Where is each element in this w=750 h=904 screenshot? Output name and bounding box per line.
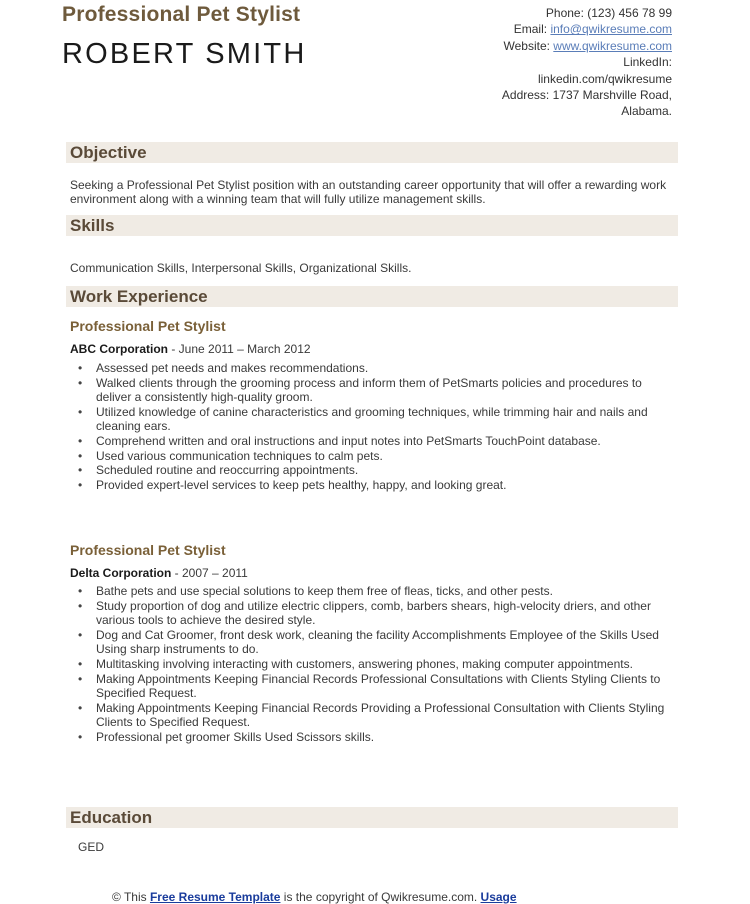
list-item: • Comprehend written and oral instructions and input notes into PetSmarts TouchPoint database.	[78, 434, 678, 449]
contact-website-label: Website:	[503, 38, 554, 53]
contact-linkedin: linkedin.com/qwikresume	[537, 71, 672, 86]
copyright-footer	[112, 890, 712, 904]
education-text: GED	[78, 840, 105, 854]
footer-usage-link[interactable]: Usage	[480, 890, 517, 904]
contact-block	[372, 5, 672, 120]
work-section-header	[66, 286, 678, 307]
contact-website-row	[372, 38, 672, 54]
education-heading: Education	[70, 808, 153, 827]
contact-address: Address: 1737 Marshville Road,	[501, 88, 672, 103]
objective-text: Seeking a Professional Pet Stylist position with an outstanding career opportunity that will offer a rewarding work environment along with a winning team that will fully utilize management skills.	[70, 178, 667, 206]
list-item: • Used various communication techniques to calm pets.	[78, 449, 678, 464]
job-1-dates: - June 2011 – March 2012	[168, 342, 311, 356]
list-item: • Provided expert-level services to keep pets healthy, happy, and looking great.	[78, 478, 678, 493]
contact-address-state: Alabama.	[621, 104, 672, 119]
objective-heading: Objective	[70, 143, 147, 162]
list-item: • Study proportion of dog and utilize electric clippers, comb, barbers shears, high-velocity driers, and other various tools to achieve the desired style.	[78, 599, 678, 628]
job-2-bullet-list	[78, 584, 678, 745]
objective-section-header	[66, 142, 678, 163]
skills-text: Communication Skills, Interpersonal Skills, Organizational Skills.	[70, 261, 412, 275]
list-item: • Multitasking involving interacting with customers, answering phones, making computer appointments.	[78, 657, 678, 672]
list-item: • Making Appointments Keeping Financial Records Professional Consultations with Clients Styling Clients to Specified Request.	[78, 672, 678, 701]
contact-phone: Phone: (123) 456 78 99	[545, 6, 672, 20]
list-item: • Making Appointments Keeping Financial Records Providing a Professional Consultation with Clients Styling Clients to Specified Request.	[78, 701, 678, 730]
education-section-header	[66, 807, 678, 828]
job-title: Professional Pet Stylist	[62, 3, 301, 26]
list-item: • Assessed pet needs and makes recommendations.	[78, 361, 678, 376]
job-1-company-line	[70, 342, 311, 356]
contact-email-row	[372, 21, 672, 37]
contact-email-link[interactable]: info@qwikresume.com	[550, 22, 672, 37]
contact-linkedin-label: LinkedIn:	[623, 55, 672, 70]
skills-section-header	[66, 215, 678, 236]
job-2-company-line	[70, 566, 248, 580]
job-2-dates: - 2007 – 2011	[171, 566, 248, 580]
candidate-name: ROBERT SMITH	[62, 38, 307, 70]
job-1-role: Professional Pet Stylist	[70, 318, 226, 334]
list-item: • Walked clients through the grooming process and inform them of PetSmarts policies and procedures to deliver a consistently high-quality groom.	[78, 376, 678, 405]
list-item: • Dog and Cat Groomer, front desk work, cleaning the facility Accomplishments Employee of the Skills Used Using sharp instruments to do.	[78, 628, 678, 657]
job-1-bullet-list	[78, 361, 678, 492]
skills-heading: Skills	[70, 216, 115, 235]
job-2-company: Delta Corporation	[70, 566, 172, 580]
list-item: • Professional pet groomer Skills Used Scissors skills.	[78, 730, 678, 745]
contact-email-label: Email:	[513, 22, 551, 37]
list-item: • Scheduled routine and reoccurring appointments.	[78, 463, 678, 478]
list-item: • Bathe pets and use special solutions to keep them free of fleas, ticks, and other pests.	[78, 584, 678, 599]
footer-template-link[interactable]: Free Resume Template	[149, 890, 281, 904]
footer-middle: is the copyright of Qwikresume.com.	[280, 890, 481, 904]
contact-website-link[interactable]: www.qwikresume.com	[553, 38, 672, 53]
job-2-role: Professional Pet Stylist	[70, 542, 226, 558]
work-heading: Work Experience	[70, 287, 208, 306]
footer-prefix: © This	[112, 890, 150, 904]
list-item: • Utilized knowledge of canine characteristics and grooming techniques, while trimming hair and nails and cleaning ears.	[78, 405, 678, 434]
job-1-company: ABC Corporation	[70, 342, 168, 356]
